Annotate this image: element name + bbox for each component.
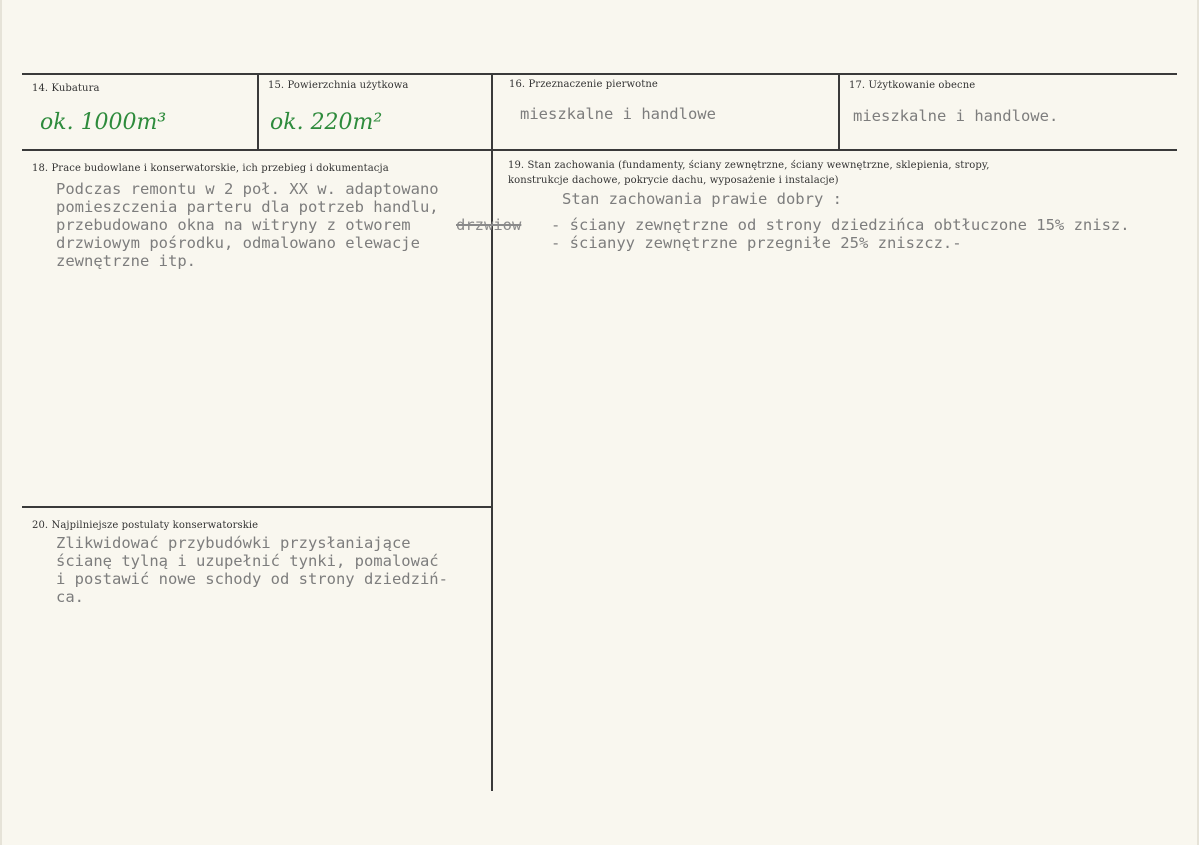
divider-main [491, 73, 493, 791]
divider-16-17 [838, 73, 840, 149]
field-19-line: - ścianyy zewnętrzne przegniłe 25% zniszcz.- [551, 234, 962, 252]
field-18-line: przebudowano okna na witryny z otworem [56, 216, 411, 234]
struck-text: drzwiow [456, 216, 522, 234]
field-18-line: drzwiowym pośrodku, odmalowano elewacje [56, 234, 420, 252]
divider-14-15 [257, 73, 259, 149]
field-20-line: ca. [56, 588, 84, 606]
field-18-line: pomieszczenia parteru dla potrzeb handlu, [56, 198, 439, 216]
field-18-line: Podczas remontu w 2 poł. XX w. adaptowano [56, 180, 439, 198]
field-20-line: i postawić nowe schody od strony dziedziń- [56, 570, 448, 588]
field-19-line: - ściany zewnętrzne od strony dziedzińca obtłuczone 15% znisz. [551, 216, 1130, 234]
field-16-label: 16. Przeznaczenie pierwotne [509, 79, 658, 90]
field-19-line: Stan zachowania prawie dobry : [562, 190, 842, 208]
field-16-value: mieszkalne i handlowe [520, 105, 716, 123]
field-20-label: 20. Najpilniejsze postulaty konserwatorskie [32, 520, 259, 531]
field-20-line: Zlikwidować przybudówki przysłaniające [56, 534, 411, 552]
field-18-line: zewnętrzne itp. [56, 252, 196, 270]
field-19-label-line1: 19. Stan zachowania (fundamenty, ściany zewnętrzne, ściany wewnętrzne, sklepienia, stropy, [508, 160, 990, 171]
middle-row-rule [22, 149, 1177, 151]
field-14-label: 14. Kubatura [32, 83, 100, 94]
field-17-label: 17. Użytkowanie obecne [849, 80, 976, 91]
field-15-value: ok. 220m² [270, 110, 383, 135]
field-18-label: 18. Prace budowlane i konserwatorskie, ich przebieg i dokumentacja [32, 163, 389, 174]
field-18-struck-word [456, 215, 521, 235]
field-20-line: ścianę tylną i uzupełnić tynki, pomalować [56, 552, 439, 570]
field-14-value: ok. 1000m³ [40, 110, 167, 135]
field-15-label: 15. Powierzchnia użytkowa [268, 80, 409, 91]
field-19-label-line2: konstrukcje dachowe, pokrycie dachu, wyposażenie i instalacje) [508, 175, 839, 186]
top-row-rule [22, 73, 1177, 75]
field-17-value: mieszkalne i handlowe. [853, 107, 1059, 125]
section-20-rule [22, 506, 492, 508]
